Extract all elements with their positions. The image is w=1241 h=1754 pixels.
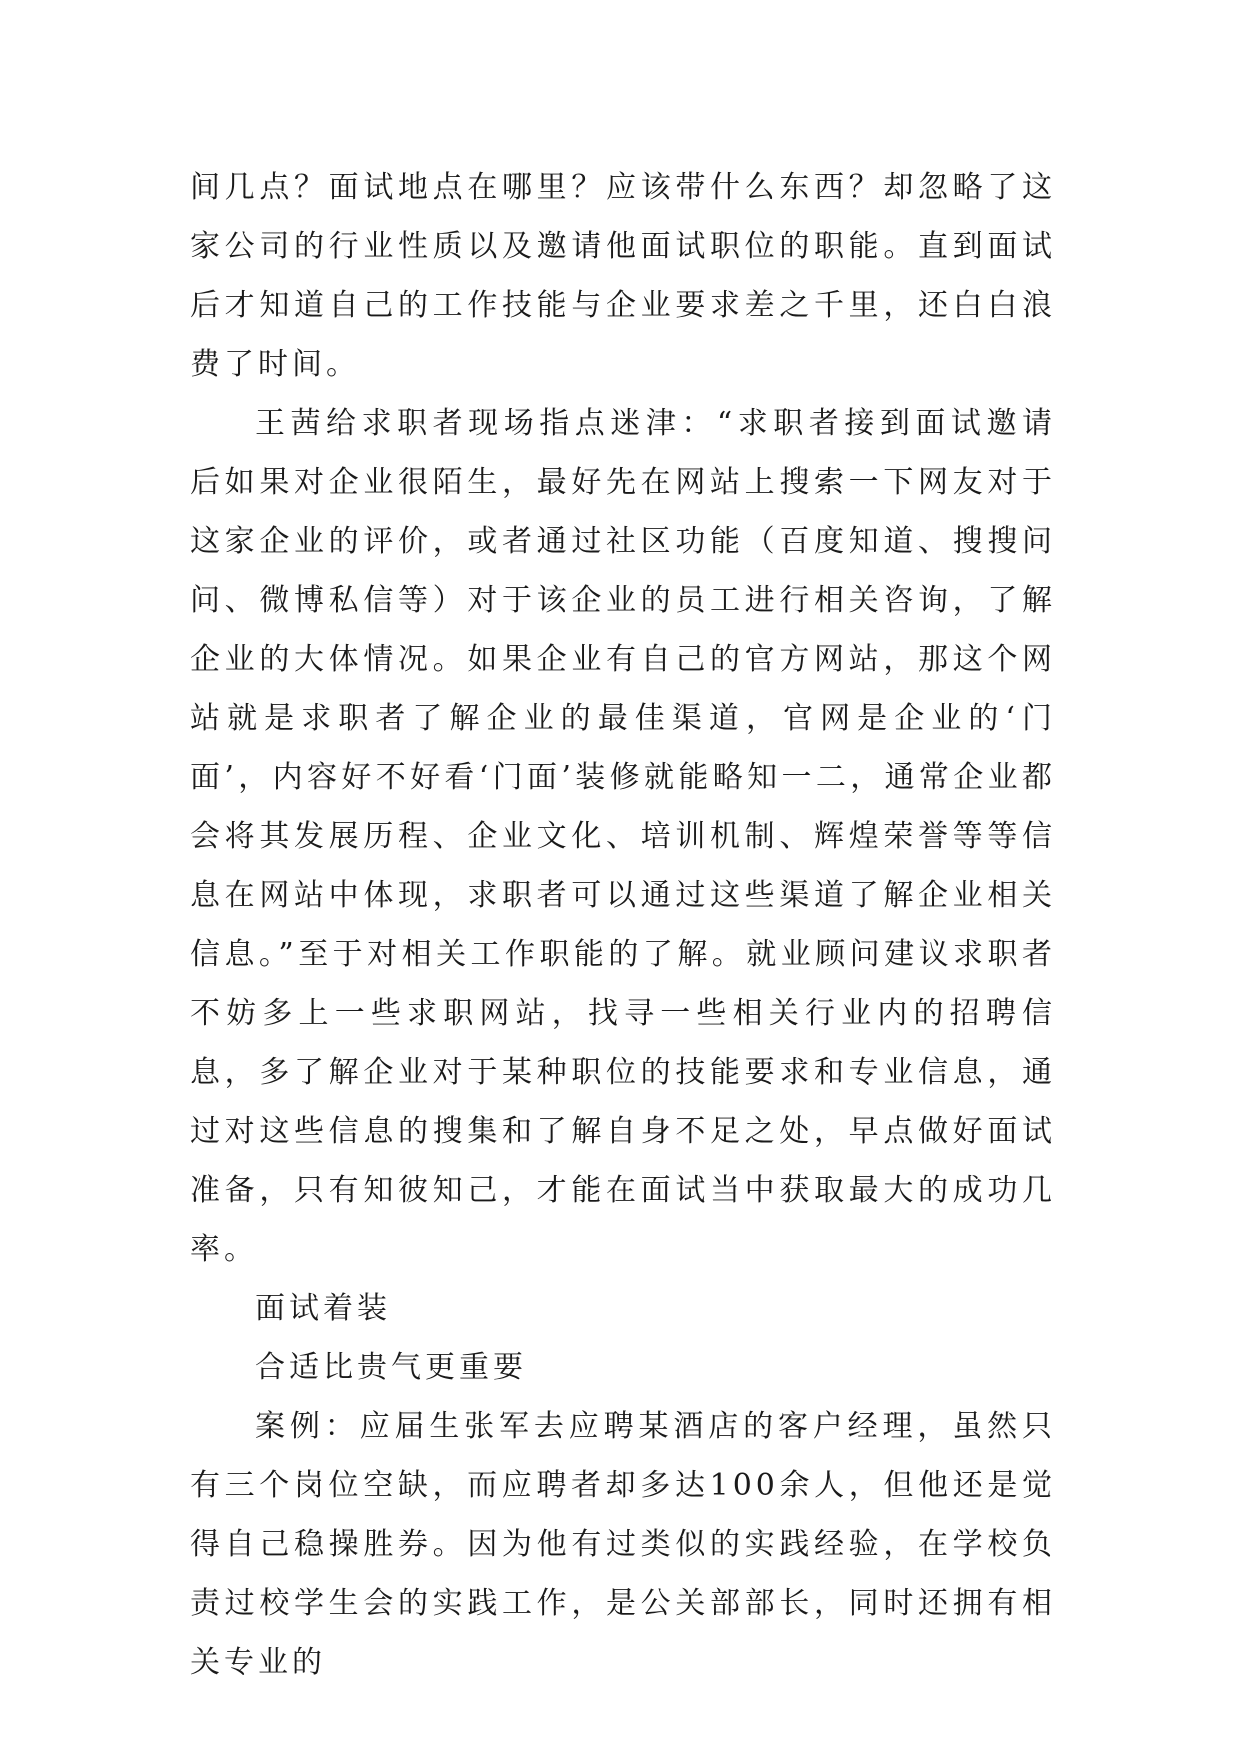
paragraph-advice: 王茜给求职者现场指点迷津：“求职者接到面试邀请后如果对企业很陌生，最好先在网站上搜索一下网友对于这家企业的评价，或者通过社区功能（百度知道、搜搜问问、微博私信等）对于该企业的员工进行相关咨询，了解企业的大体情况。如果企业有自己的官方网站，那这个网站就是求职者了解企业的最佳渠道，官网是企业的‘门面’，内容好不好看‘门面’装修就能略知一二，通常企业都会将其发展历程、企业文化、培训机制、辉煌荣誉等等信息在网站中体现，求职者可以通过这些渠道了解企业相关信息。”至于对相关工作职能的了解。就业顾问建议求职者不妨多上一些求职网站，找寻一些相关行业内的招聘信息，多了解企业对于某种职位的技能要求和专业信息，通过对这些信息的搜集和了解自身不足之处，早点做好面试准备，只有知彼知己，才能在面试当中获取最大的成功几率。 bbox=[190, 406, 1056, 1267]
section-heading-attire: 面试着装 bbox=[255, 1291, 391, 1326]
paragraph-continuation: 间几点？面试地点在哪里？应该带什么东西？却忽略了这家公司的行业性质以及邀请他面试职位的职能。直到面试后才知道自己的工作技能与企业要求差之千里，还白白浪费了时间。 bbox=[190, 170, 1056, 382]
body-text bbox=[190, 158, 1056, 1692]
section-subheading: 合适比贵气更重要 bbox=[255, 1350, 527, 1385]
paragraph-case: 案例：应届生张军去应聘某酒店的客户经理，虽然只有三个岗位空缺，而应聘者却多达100余人，但他还是觉得自己稳操胜券。因为他有过类似的实践经验，在学校负责过校学生会的实践工作，是公关部部长，同时还拥有相关专业的 bbox=[190, 1409, 1056, 1680]
